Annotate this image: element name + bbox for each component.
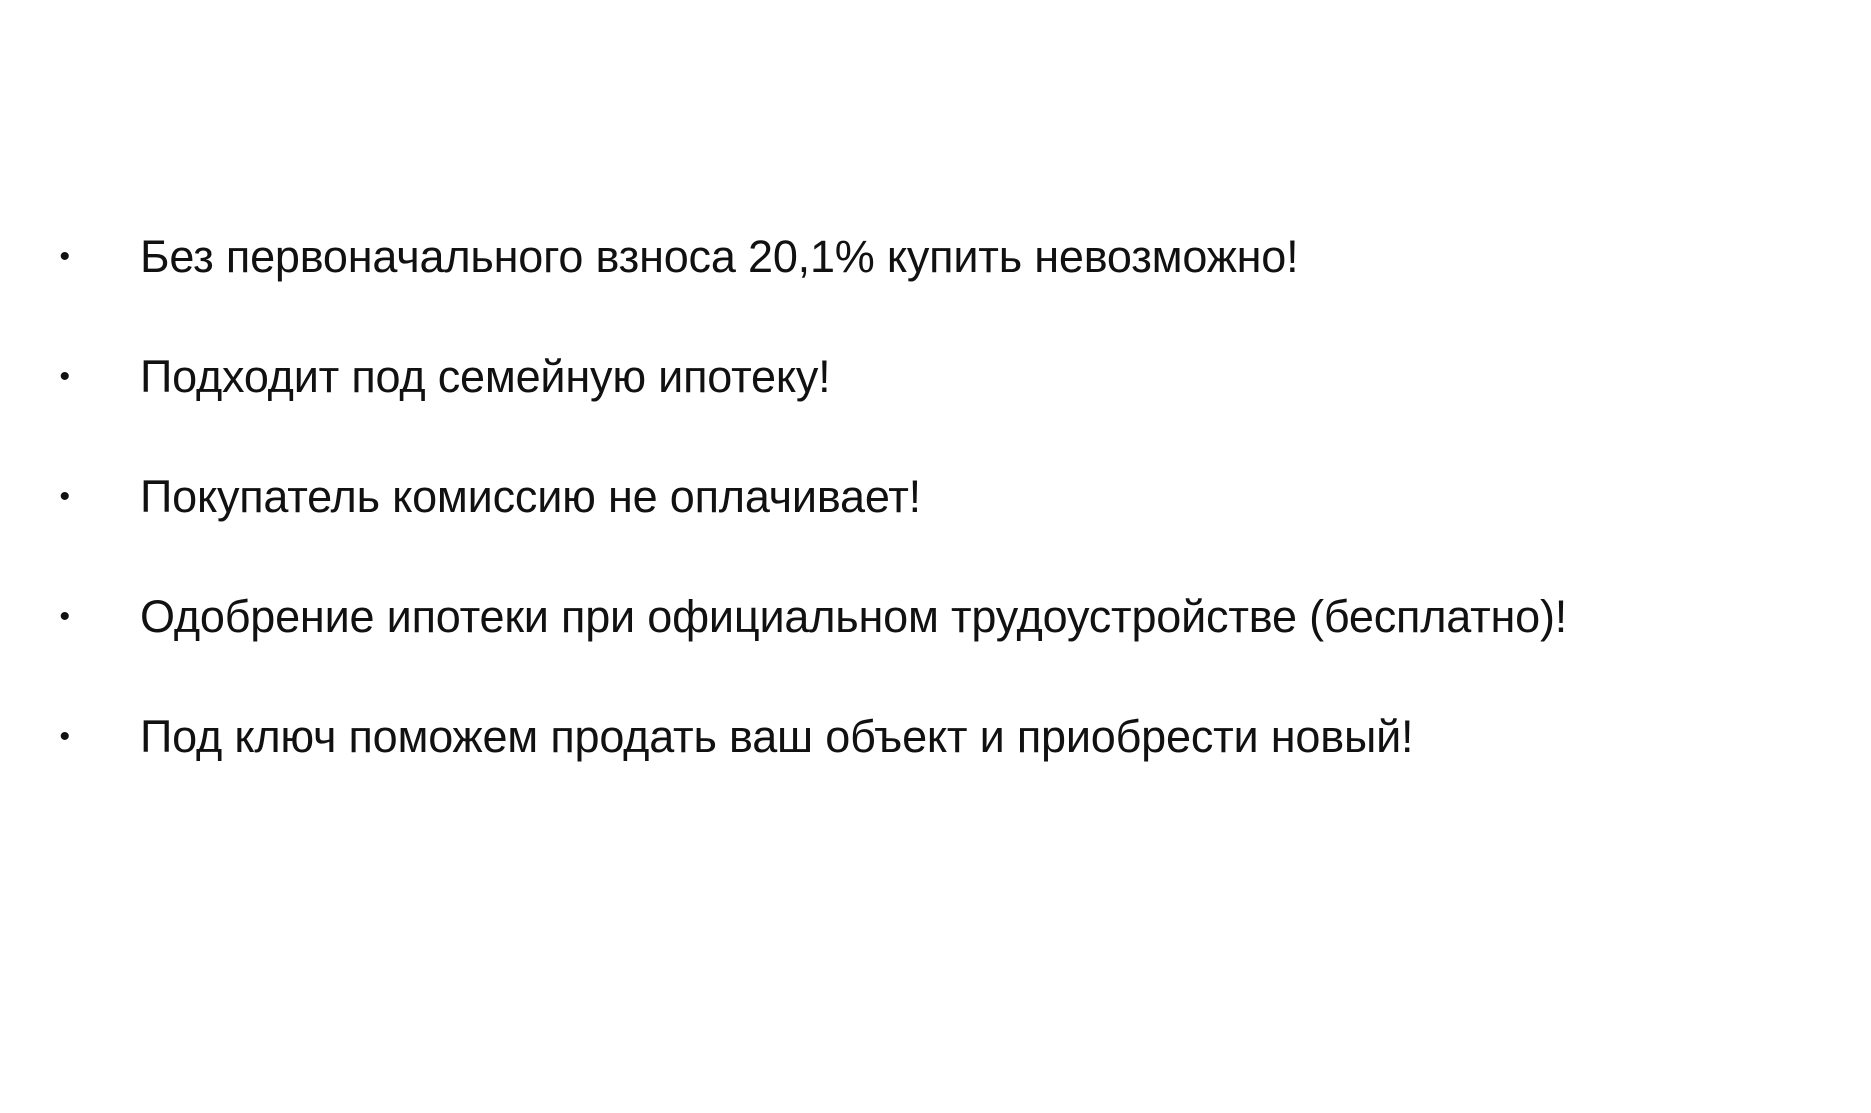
list-item-text: Без первоначального взноса 20,1% купить невозможно!	[140, 231, 1299, 282]
bullet-list	[0, 228, 1871, 766]
bullet-point-icon: •	[59, 720, 70, 753]
list-item	[0, 708, 1871, 766]
bullet-point-icon: •	[59, 480, 70, 513]
list-item	[0, 348, 1871, 406]
list-item	[0, 588, 1871, 646]
list-item-text: Одобрение ипотеки при официальном трудоустройстве (бесплатно)!	[140, 591, 1568, 642]
bullet-point-icon: •	[59, 600, 70, 633]
list-item-text: Подходит под семейную ипотеку!	[140, 351, 831, 402]
list-item-text: Покупатель комиссию не оплачивает!	[140, 471, 921, 522]
list-item	[0, 468, 1871, 526]
bullet-point-icon: •	[59, 240, 70, 273]
bullet-point-icon: •	[59, 360, 70, 393]
list-item	[0, 228, 1871, 286]
list-item-text: Под ключ поможем продать ваш объект и приобрести новый!	[140, 711, 1414, 762]
